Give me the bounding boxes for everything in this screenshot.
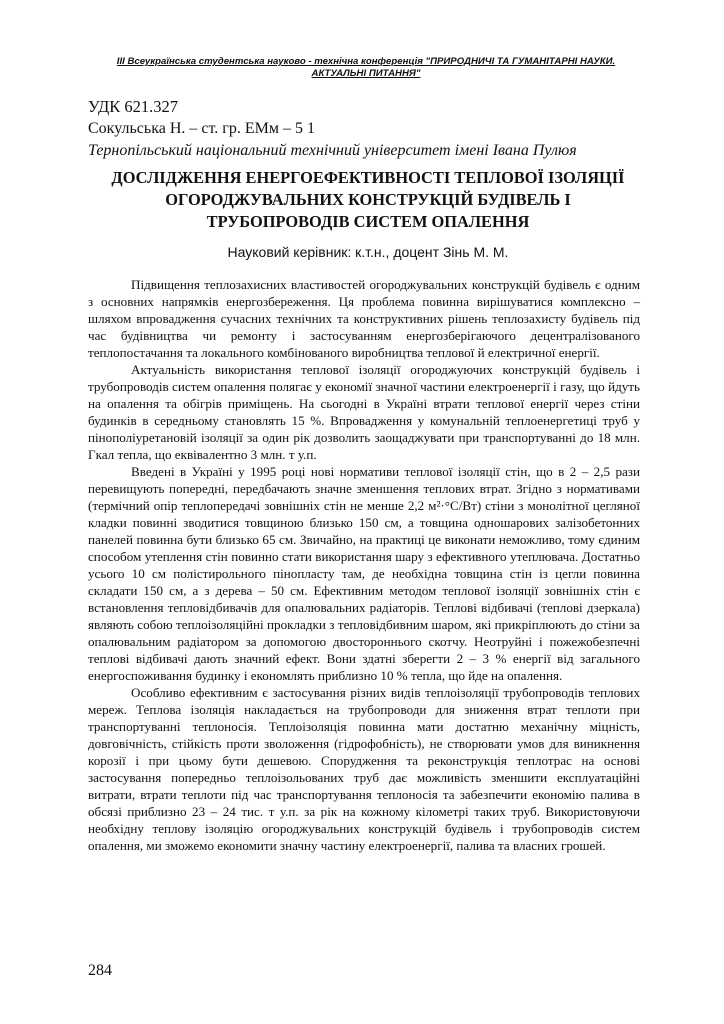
paragraph-2: Актуальність використання теплової ізоляції огороджуючих конструкцій будівель і трубопроводів систем опалення полягає у економії значної частини електроенергії і газу, що йдуть на опалення та обігрів приміщень. На сьогодні в Україні втрати теплової енергії через стіни будинків в середньому становлять 15 %. Впровадження у комунальній теплоенергетиці труб у пінополіуретановій ізоляції за один рік дозволить заощаджувати при транспортуванні до 18 млн. Гкал тепла, що еквівалентно 3 млн. т у.п. [88, 362, 640, 462]
page-number: 284 [88, 962, 112, 979]
title-line2: ОГОРОДЖУВАЛЬНИХ КОНСТРУКЦІЙ БУДІВЕЛЬ І [165, 190, 571, 209]
paragraph-4: Особливо ефективним є застосування різних видів теплоізоляції трубопроводів теплових мереж. Теплова ізоляція накладається на трубопроводи для зниження втрат теплоти при транспортуванні теплоносія. Теплоізоляція повинна мати достатню механічну міцність, довговічність, стійкість проти зволоження (гідрофобність), не створювати умов для виникнення корозії і при цьому бути дешевою. Спорудження та реконструкція теплотрас на основі застосування попередньо теплоізольованих труб дає можливість зменшити експлуатаційні витрати, втрати теплоти під час транспортування теплоносія та забезпечити економію палива в обсязі приблизно 23 – 24 тис. т у.п. за рік на кожному кілометрі таких труб. Використовуючи необхідну теплову ізоляцію огороджувальних конструкцій будівель і трубопроводів систем опалення, ми зможемо економити значну частину електроенергії, палива та власних грошей. [88, 685, 640, 853]
article-body [88, 276, 640, 854]
udk-code: УДК 621.327 [88, 97, 179, 116]
article-meta [88, 96, 648, 162]
conference-header-line2: АКТУАЛЬНІ ПИТАННЯ" [311, 68, 421, 79]
author-line: Сокульська Н. – ст. гр. ЕМм – 5 1 [88, 120, 315, 137]
article-title [88, 167, 648, 233]
affiliation: Тернопільський національний технічний університет імені Івана Пулюя [88, 142, 577, 159]
supervisor-line: Науковий керівник: к.т.н., доцент Зінь М. М. [227, 244, 509, 260]
conference-header-line1: III Всеукраїнська студентська науково - технічна конференція "ПРИРОДНИЧІ ТА ГУМАНІТАРНІ НАУКИ. [116, 56, 616, 67]
conference-header [100, 56, 632, 80]
title-line3: ТРУБОПРОВОДІВ СИСТЕМ ОПАЛЕННЯ [206, 212, 530, 231]
title-line1: ДОСЛІДЖЕННЯ ЕНЕРГОЕФЕКТИВНОСТІ ТЕПЛОВОЇ ІЗОЛЯЦІЇ [111, 168, 625, 187]
paragraph-1: Підвищення теплозахисних властивостей огороджувальних конструкцій будівель є одним з основних напрямків енергозбереження. Ця проблема повинна вирішуватися комплексно – шляхом впровадження сучасних технічних та конструктивних рішень теплозахисту будівель під час будівництва чи ремонту і застосуванням енергозберігаючого децентралізованого теплопостачання та локального комбінованого виробництва теплової й електричної енергії. [88, 277, 640, 360]
paragraph-3: Введені в Україні у 1995 році нові нормативи теплової ізоляції стін, що в 2 – 2,5 рази перевищують попередні, передбачають значне зменшення теплових втрат. Згідно з нормативами (термічний опір теплопередачі зовнішніх стін не менше 2,2 м²·°С/Вт) стіни з монолітної цегляної кладки повинні зводитися товщиною близько 150 см, а товщина одношарових залізобетонних панелей повинна бути близько 65 см. Звичайно, на практиці це виконати неможливо, тому єдиним способом утеплення стін повинно стати використання шару з ефективного утеплювача. Достатньо усього 10 см полістирольного пінопласту там, де необхідна товщина стін із цегли повинна складати 150 см, а з дерева – 50 см. Ефективним методом теплової ізоляції зовнішніх стін є встановлення тепловідбивачів для опалювальних радіаторів. Теплові відбивачі (теплові дзеркала) являють собою теплоізоляційні прокладки з тепловідбивним шаром, які прикріплюють до стіни за опалювальним радіатором за допомогою двостороннього скотчу. Неотруйні і пожежобезпечні теплові відбивачі дають значний ефект. Вони здатні зберегти 2 – 3 % енергії від загального енергоспоживання будинку і економлять приблизно 10 % тепла, що йде на опалення. [88, 464, 640, 683]
